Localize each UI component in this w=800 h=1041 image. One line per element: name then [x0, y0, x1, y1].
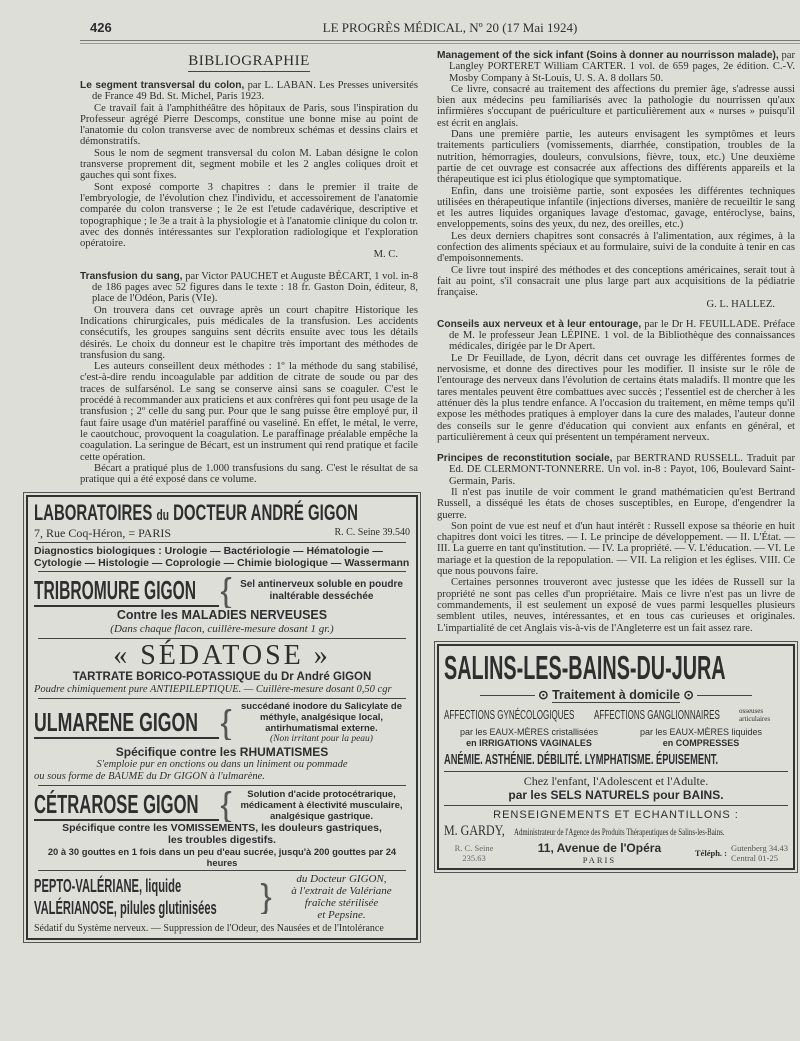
entry-publication: par Langley PORTERET William CARTER. 1 vol. de 659 pages, 2e édition. C.-V. Mosby Company à St-Louis, U. S. A. 8 dollars 50.: [449, 50, 795, 84]
cetrarose-name: CÉTRAROSE GIGON: [34, 789, 199, 820]
entry-citation: [437, 50, 795, 84]
entry-paragraph: Ce livre tout inspiré des méthodes et des conceptions américaines, serait tout à fait au point, s'il consacrait une plus large part aux acquisitions de la pédiatrie française.: [437, 264, 795, 299]
salins-address: 11, Avenue de l'Opéra: [537, 840, 662, 855]
tribromure-name: TRIBROMURE GIGON: [34, 575, 197, 606]
ulmarene-block: [34, 701, 410, 745]
entry-paragraph: Il n'est pas inutile de voir comment le grand mathématicien qu'est Bertrand Russell, a disséqué les états de choses susceptibles, en Europe, d'engendrer la guerre.: [437, 486, 795, 521]
entry-paragraph: Dans une première partie, les auteurs envisagent les symptômes et leurs traitements particuliers (vomissements, diarrhée, constipation, troubles de la nutrition, hémorragies, douleurs, convulsions, fièvre, toux, etc.) Une deuxième partie de cet ouvrage est consacrée aux affections des différents appareils et la thérapeutique est ici plus étiologique que symptomatique.: [437, 129, 795, 186]
eaux-meres-1: par les EAUX-MÈRES cristallisées: [459, 726, 599, 737]
ulmarene-desc: (Non irritant pour la peau): [270, 734, 373, 745]
entry-citation: [437, 453, 795, 487]
gigon-address: 7, Rue Coq-Héron, = PARIS: [34, 526, 171, 541]
valerianose: VALÉRIANOSE, pilules glutinisées: [34, 898, 217, 919]
entry-title: Conseils aux nerveux et à leur entourage,: [437, 318, 642, 330]
pepto-desc: du Docteur GIGON,: [296, 873, 387, 886]
entry-citation: [80, 80, 418, 103]
tribromure-dose: (Dans chaque flacon, cuillère-mesure dosant 1 gr.): [110, 623, 334, 636]
section-title: [80, 52, 418, 70]
header-rule: [80, 40, 800, 44]
eaux-meres-1-use: en IRRIGATIONS VAGINALES: [466, 737, 592, 748]
left-column: [80, 52, 420, 485]
pepto-desc: et Pepsine.: [317, 909, 366, 922]
telephone-number: Gutenberg 34.43: [731, 842, 788, 853]
ulmarene-desc: succédané inodore du Salicylate de: [240, 701, 403, 713]
pepto-footer: Sédatif du Système nerveux. — Suppression de l'Odeur, des Nausées et de l'Intolérance: [34, 923, 384, 935]
entry-title: Management of the sick infant (Soins à donner au nourrisson malade),: [437, 50, 779, 61]
entry-title: Principes de reconstitution sociale,: [437, 453, 613, 465]
entry-paragraph: Sous le nom de segment transversal du colon M. Laban désigne le colon transverse proprement dit, segment mobile et les 2 angles coliques droit et gauches qui sont fixes.: [80, 147, 418, 182]
bullet-icon: ⊙: [538, 687, 549, 702]
brace-icon: {: [220, 706, 232, 741]
entry-citation: [437, 319, 795, 353]
advertisement-gigon: [26, 495, 418, 940]
ulmarene-against: Spécifique contre les RHUMATISMES: [115, 745, 329, 760]
entry-signature: G. L. HALLEZ.: [706, 298, 775, 310]
right-column: [437, 50, 795, 634]
ulmarene-desc: méthyle, analgésique local,: [259, 712, 384, 724]
pepto-block: [34, 873, 410, 921]
eaux-meres-2-use: en COMPRESSES: [662, 737, 740, 748]
gardy-role: Administrateur de l'Agence des Produits Thérapeutiques de Salins-les-Bains.: [514, 826, 725, 837]
bibliography-entry: [80, 80, 418, 261]
entry-paragraph: On trouvera dans cet ouvrage après un court chapitre Historique les Indications chirurgicales, puis médicales de la transfusion. Les accidents consécutifs, les groupes sanguins sent décrits ensuite avec tous les détails désirés. Le choix du donneur est le chapitre très important des méthodes de transfusion du sang.: [80, 304, 418, 361]
tribromure-desc: inaltérable desséchée: [269, 591, 374, 603]
entry-title: Le segment transversal du colon,: [80, 80, 245, 91]
gigon-rc: R. C. Seine 39.540: [334, 527, 410, 539]
entry-title: Transfusion du sang,: [80, 270, 183, 282]
tribromure-against: Contre les MALADIES NERVEUSES: [116, 608, 328, 623]
sedatose-name: « SÉDATOSE »: [113, 640, 331, 672]
salins-city: PARIS: [582, 854, 617, 865]
entry-paragraph: Sont exposé comporte 3 chapitres : dans le premier il traite de l'embryologie, de l'évolution chez l'individu, et accessoirement de l'anatomie comparée du colon transverse ; le 2e est l'etude cadavérique, descriptive et topographique ; le 3e a trait à la physiologie et à l'anatomie clinique du colon tr. avec des donnés intéressantes sur l'exploration radiologique et l'exploration opératoire.: [80, 181, 418, 250]
entry-paragraph: Certaines personnes trouveront avec justesse que les idées de Russell sur la propriété ne sont pas celles d'un propriétaire. Mais ce livre n'est pas un livre de commandements, il est seulement un exposé de vues parmi lesquelles plusieurs semblent utiles, neuves, intéressantes, et en tous cas curieuses et originales. L'impartialité de cet Anglais vis-à-vis de l'Angleterre est un fait assez rare.: [437, 577, 795, 634]
brace-icon: {: [220, 788, 232, 823]
entry-publication: par Victor PAUCHET et Auguste BÉCART, 1 vol. in-8 de 186 pages avec 52 figures dans le texte : 18 fr. Gaston Doin, éditeur, 8, place de l'Odéon, Paris (VIe).: [92, 270, 419, 305]
bullet-icon: ⊙: [683, 687, 694, 702]
salins-rc-number: 235.63: [462, 852, 486, 863]
gigon-title: [34, 500, 410, 526]
page-number: 426: [90, 20, 112, 35]
affection-note: articulaires: [739, 714, 771, 723]
pepto-desc: à l'extrait de Valériane: [291, 885, 392, 898]
salins-renseignements: RENSEIGNEMENTS ET ECHANTILLONS :: [493, 808, 739, 821]
bibliography-entry: [80, 271, 418, 486]
pepto-valeriane: PEPTO-VALÉRIANE, liquide: [34, 876, 182, 897]
right-flow: [437, 50, 795, 870]
entry-citation: [80, 271, 418, 305]
section-title-text: BIBLIOGRAPHIE: [188, 53, 310, 72]
eaux-meres-2: par les EAUX-MÈRES liquides: [639, 726, 763, 737]
sedatose-line: Poudre chimiquement pure ANTIEPILEPTIQUE. — Cuillère-mesure dosant 0,50 cgr: [34, 684, 392, 696]
cetrarose-against: les troubles digestifs.: [168, 834, 276, 847]
journal-header: LE PROGRÈS MÉDICAL, Nº 20 (17 Mai 1924): [322, 20, 578, 35]
entry-paragraph: Ce livre, consacré au traitement des affections du premier âge, s'adresse aussi bien aux médecins peu familiarisés avec la pathologie du nourrissen qu'aux infirmières s'occupant de puériculture et particulièrement aux « nurses » puisqu'il est écrit en anglais.: [437, 83, 795, 129]
salins-chez: Chez l'enfant, l'Adolescent et l'Adulte.: [523, 773, 709, 788]
entry-paragraph: Le Dr Feuillade, de Lyon, décrit dans cet ouvrage les différentes formes de nervosisme, et donne des directives pour les modifier. Il insiste sur le rôle de l'entourage des nerveux dans l'évolution de certains états maladifs. Il montre que les tares mentales peuvent être combattues avec succès ; l'essentiel est de chercher à les atténuer dès la plus tendre enfance. A l'occasion du traitement, en même temps qu'il expose les méthodes pratiques à employer dans la cure des malades, l'auteur donne des conseils sur le genre d'éducation qui convient aux enfants en général, et particulièrement à ceux qui présentent un tempérament nerveux.: [437, 352, 795, 443]
entry-signature: M. C.: [373, 249, 398, 261]
brace-icon: }: [260, 880, 272, 915]
cetrarose-dose: 20 à 30 gouttes en 1 fois dans un peu d'eau sucrée, jusqu'à 200 gouttes par 24 heures: [47, 846, 397, 869]
diagnostics-line: Diagnostics biologiques : Urologie — Bactériologie — Hématologie —: [34, 545, 383, 558]
gigon-title-b: DOCTEUR: [173, 500, 248, 526]
gigon-title-c: ANDRÉ GIGON: [250, 500, 358, 526]
entry-publication: par L. LABAN. Les Presses universités de France 49 Bd. St. Michel, Paris 1923.: [92, 80, 418, 103]
cetrarose-against: Spécifique contre les VOMISSEMENTS, les douleurs gastriques,: [62, 822, 382, 835]
advertisement-salins: [437, 644, 795, 870]
cetrarose-desc: médicament à électivité musculaire,: [240, 799, 403, 811]
entry-paragraph: Ce travail fait à l'amphithéâtre des hôpitaux de Paris, sous l'inspiration du Professeur agrégé Pierre Descomps, constitue une bonne mise au point de l'anatomie du colon transverse avec de nombreux schémas et dessins clairs et démonstratifs.: [80, 102, 418, 148]
ulmarene-desc: antirhumatismal externe.: [265, 723, 378, 735]
ulmarene-use: ou sous forme de BAUME du Dr GIGON à l'ulmarène.: [34, 771, 265, 783]
affection-note: osseuses: [739, 706, 764, 715]
tribromure-block: [34, 574, 410, 608]
entry-paragraph: Son point de vue est neuf et d'un haut intérêt : Russell expose sa théorie en huit chapitres dont voici les titres. — I. Le principe de développement. — II. L'État. — III. La guerre en tant qu'institution. — IV. La propriété. — V. L'éducation. — VI. Le mariage et la question de la repopulation. — VII. La religion et les églises. VIII. Ce que nous pouvons faire.: [437, 520, 795, 578]
affection-ganglionnaires: AFFECTIONS GANGLIONNAIRES: [594, 706, 720, 722]
pepto-desc: fraîche stérilisée: [304, 897, 379, 910]
sedatose-line: TARTRATE BORICO-POTASSIQUE du Dr André GIGON: [72, 671, 372, 684]
telephone-label: Téléph. :: [694, 847, 728, 858]
gardy-name: M. GARDY,: [444, 823, 505, 840]
ulmarene-use: S'emploie pur en onctions ou dans un liniment ou pommade: [96, 759, 348, 771]
cetrarose-block: [34, 788, 410, 822]
salins-rc: R. C. Seine: [454, 842, 494, 853]
bibliography-entry: [437, 453, 795, 634]
entry-publication: par le Dr H. FEUILLADE. Préface de M. le professeur Jean LÉPINE. 1 vol. de la Bibliothèque des connaissances médicales, dirigée par le Dr Apert.: [449, 318, 796, 353]
salins-sels: par les SELS NATURELS pour BAINS.: [508, 787, 724, 802]
affection-gynecologiques: AFFECTIONS GYNÉCOLOGIQUES: [444, 706, 575, 722]
salins-subtitle: Traitement à domicile: [552, 687, 680, 702]
entry-paragraph: Les deux derniers chapitres sont consacrés à l'alimentation, aux régimes, à la confection des aliments spéciaux et au formulaire, suivi de la conduite à tenir en cas d'empoisonnements.: [437, 230, 795, 265]
ulmarene-name: ULMARENE GIGON: [34, 707, 199, 738]
bibliography-entry: [437, 50, 795, 310]
salins-title: SALINS-LES-BAINS-DU-JURA: [444, 648, 726, 686]
entry-paragraph: Bécart a pratiqué plus de 1.000 transfusions du sang. C'est le résultat de sa pratique qui a été exposé dans ce volume.: [80, 462, 418, 486]
gigon-title-du: du: [156, 507, 169, 525]
telephone-number: Central 01-25: [731, 852, 778, 863]
gigon-title-a: LABORATOIRES: [34, 500, 153, 526]
left-flow: [26, 52, 418, 940]
cetrarose-desc: Solution d'acide protocétrarique,: [247, 788, 396, 800]
tribromure-desc: Sel antinerveux soluble en poudre: [240, 579, 403, 591]
bibliography-entry: [437, 319, 795, 443]
entry-publication: par BERTRAND RUSSELL. Traduit par Ed. DE CLERMONT-TONNERRE. Un vol. in-8 : Payot, 106, Boulevard Saint-Germain, Paris.: [449, 453, 795, 487]
brace-icon: {: [220, 574, 232, 609]
entry-paragraph: Enfin, dans une troisième partie, sont exposées les différentes techniques utilisées en thérapeutique infantile (injections diverses, manière de recueiltir le sang et les autres liquides organiques lavage d'estomac, gavage, entéroclyse, bains, enveloppements, soins des yeux, du nez, des oreilles, etc.): [437, 185, 795, 231]
salins-conditions: ANÉMIE. ASTHÉNIE. DÉBILITÉ. LYMPHATISME. ÉPUISEMENT.: [444, 750, 719, 768]
cetrarose-desc: analgésique gastrique.: [270, 810, 373, 822]
diagnostics-line: Cytologie — Histologie — Coprologie — Chimie biologique — Wassermann: [34, 557, 410, 570]
entry-paragraph: Les auteurs conseillent deux méthodes : 1º la méthode du sang stabilisé, c'est-à-dire rendu incoagulable par addition de citrate de soude ou par des traces de sulfarsénol. Le sang se conserve ainsi sans se coaguler. C'est le procédé à recommander aux praticiens et aux confrères qui font peu usage de la transfusion ; 2º celle du sang pur. Pour que le sang puisse être employé pur, il faut faire usage d'un matériel paraffiné ou vaseliné. En effet, le métal, le verre, le caoutchouc, provoquent la coagulation. Le paraffinage préalable empêche la coagulation. La seringue de Bécart, est un instrument qui rend pratique et facile cette opération.: [80, 361, 418, 463]
